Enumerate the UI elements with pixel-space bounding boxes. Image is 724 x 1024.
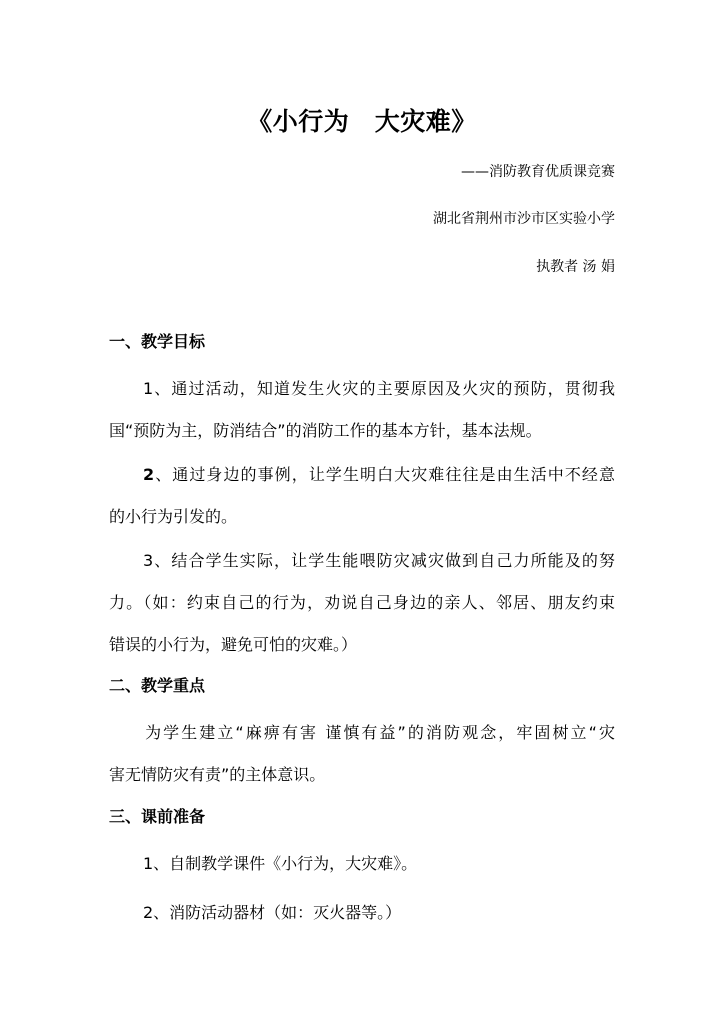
document-subtitle: ——消防教育优质课竞赛 — [461, 164, 615, 180]
goal-paragraph-1 — [109, 368, 615, 452]
focus-line-2: 害无情防灾有责”的主体意识。 — [109, 765, 326, 784]
goal-2-line-2: 的小行为引发的。 — [109, 507, 238, 526]
section-heading-teaching-focus: 二、教学重点 — [109, 676, 206, 695]
goal-2-number: 2 — [143, 465, 155, 484]
goal-3-line-1: 3、结合学生实际，让学生能喂防灾减灾做到自己力所能及的努 — [143, 551, 615, 570]
school-name: 湖北省荆州市沙市区实验小学 — [433, 211, 615, 227]
prep-paragraph-1 — [109, 843, 615, 885]
prep-1-line-1: 1、自制教学课件《小行为，大灾难》。 — [143, 854, 418, 873]
goal-3-line-3: 错误的小行为，避免可怕的灾难。） — [109, 635, 358, 654]
section-heading-preparation: 三、课前准备 — [109, 807, 206, 826]
goal-2-line-1: 、通过身边的事例，让学生明白大灾难往往是由生活中不经意 — [154, 465, 615, 484]
focus-line-1: 为学生建立“麻痹有害 谨慎有益”的消防观念，牢固树立“灾 — [143, 723, 615, 742]
prep-paragraph-2 — [109, 892, 615, 934]
goal-paragraph-2 — [109, 454, 615, 538]
section-heading-teaching-goals: 一、教学目标 — [109, 332, 206, 351]
teacher-name: 执教者 汤 娟 — [536, 259, 615, 275]
goal-paragraph-3 — [109, 540, 615, 666]
goal-1-line-2: 国“预防为主，防消结合”的消防工作的基本方针，基本法规。 — [109, 421, 542, 440]
goal-1-line-1: 1、通过活动，知道发生火灾的主要原因及火灾的预防，贯彻我 — [143, 379, 615, 398]
prep-2-line-1: 2、消防活动器材（如：灭火器等。） — [143, 903, 402, 922]
goal-3-line-2: 力。（如：约束自己的行为，劝说自己身边的亲人、邻居、朋友约束 — [109, 593, 615, 612]
document-title: 《小行为 大灾难》 — [247, 107, 477, 136]
focus-paragraph — [109, 712, 615, 796]
